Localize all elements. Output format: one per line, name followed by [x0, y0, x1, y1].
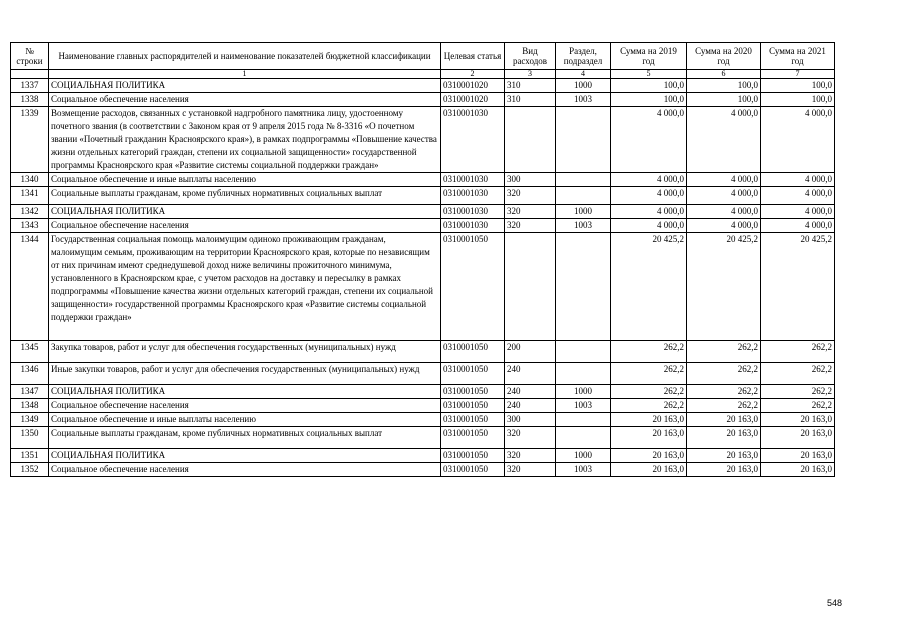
row-number: 1347: [11, 385, 49, 399]
row-sum-2020: 20 163,0: [687, 427, 761, 449]
row-name: СОЦИАЛЬНАЯ ПОЛИТИКА: [49, 79, 441, 93]
row-number: 1348: [11, 399, 49, 413]
row-sum-2021: 262,2: [761, 385, 835, 399]
row-sum-2019: 20 163,0: [611, 427, 687, 449]
table-row: [11, 107, 835, 173]
row-section: 1003: [556, 463, 611, 477]
row-section: [556, 413, 611, 427]
row-target-article: 0310001020: [441, 79, 505, 93]
row-target-article: 0310001050: [441, 363, 505, 385]
row-target-article: 0310001030: [441, 107, 505, 173]
row-name: Социальное обеспечение и иные выплаты населению: [49, 413, 441, 427]
row-sum-2021: 4 000,0: [761, 173, 835, 187]
column-number: 2: [441, 70, 505, 79]
row-expense-type: 300: [505, 173, 556, 187]
row-name: Закупка товаров, работ и услуг для обеспечения государственных (муниципальных) нужд: [49, 341, 441, 363]
header-row-number: № строки: [11, 43, 49, 70]
row-sum-2020: 100,0: [687, 93, 761, 107]
row-expense-type: 240: [505, 385, 556, 399]
row-expense-type: 320: [505, 187, 556, 205]
row-sum-2019: 4 000,0: [611, 173, 687, 187]
row-name: Социальное обеспечение населения: [49, 93, 441, 107]
row-number: 1352: [11, 463, 49, 477]
row-target-article: 0310001030: [441, 187, 505, 205]
row-target-article: 0310001050: [441, 385, 505, 399]
row-sum-2021: 20 425,2: [761, 233, 835, 341]
header-sum-2021: Сумма на 2021 год: [761, 43, 835, 70]
row-sum-2019: 262,2: [611, 399, 687, 413]
row-section: [556, 341, 611, 363]
row-sum-2020: 20 163,0: [687, 463, 761, 477]
table-row: [11, 463, 835, 477]
table-row: [11, 187, 835, 205]
row-section: 1000: [556, 205, 611, 219]
row-number: 1341: [11, 187, 49, 205]
table-row: [11, 385, 835, 399]
row-sum-2021: 20 163,0: [761, 449, 835, 463]
row-name: Социальное обеспечение населения: [49, 463, 441, 477]
row-sum-2021: 262,2: [761, 341, 835, 363]
table-header-row: [11, 43, 835, 70]
table-row: [11, 427, 835, 449]
row-number: 1346: [11, 363, 49, 385]
row-sum-2021: 4 000,0: [761, 219, 835, 233]
table-row: [11, 399, 835, 413]
row-sum-2020: 20 425,2: [687, 233, 761, 341]
header-target-article: Целевая статья: [441, 43, 505, 70]
row-sum-2019: 262,2: [611, 363, 687, 385]
row-section: [556, 173, 611, 187]
row-sum-2021: 20 163,0: [761, 463, 835, 477]
budget-table: [10, 42, 835, 477]
row-expense-type: 320: [505, 463, 556, 477]
row-expense-type: 320: [505, 219, 556, 233]
row-sum-2021: 262,2: [761, 399, 835, 413]
row-sum-2019: 4 000,0: [611, 205, 687, 219]
table-row: [11, 205, 835, 219]
row-sum-2019: 262,2: [611, 341, 687, 363]
table-row: [11, 363, 835, 385]
row-sum-2021: 4 000,0: [761, 107, 835, 173]
column-number: [11, 70, 49, 79]
column-number: 6: [687, 70, 761, 79]
row-sum-2020: 262,2: [687, 385, 761, 399]
row-sum-2020: 4 000,0: [687, 187, 761, 205]
row-sum-2021: 20 163,0: [761, 413, 835, 427]
row-number: 1350: [11, 427, 49, 449]
table-row: [11, 93, 835, 107]
row-sum-2019: 100,0: [611, 93, 687, 107]
row-number: 1343: [11, 219, 49, 233]
header-name: Наименование главных распорядителей и наименование показателей бюджетной классификации: [49, 43, 441, 70]
row-section: 1000: [556, 449, 611, 463]
row-sum-2020: 4 000,0: [687, 219, 761, 233]
row-name: Социальное обеспечение населения: [49, 219, 441, 233]
row-section: [556, 427, 611, 449]
column-number: 4: [556, 70, 611, 79]
row-sum-2020: 20 163,0: [687, 449, 761, 463]
row-section: [556, 187, 611, 205]
row-target-article: 0310001030: [441, 173, 505, 187]
row-sum-2019: 20 163,0: [611, 413, 687, 427]
row-sum-2020: 4 000,0: [687, 107, 761, 173]
row-sum-2021: 4 000,0: [761, 205, 835, 219]
header-sum-2020: Сумма на 2020 год: [687, 43, 761, 70]
row-section: [556, 233, 611, 341]
row-sum-2020: 262,2: [687, 363, 761, 385]
row-sum-2021: 20 163,0: [761, 427, 835, 449]
row-expense-type: 240: [505, 399, 556, 413]
table-row: [11, 233, 835, 341]
row-number: 1342: [11, 205, 49, 219]
row-number: 1337: [11, 79, 49, 93]
row-name: Государственная социальная помощь малоимущим одиноко проживающим гражданам, малоимущим семьям, проживающим на территории Красноярского края, которые по независящим от них причинам имеют среднедушевой доход ниже величины прожиточного минимума, установленного в Красноярском крае, с учетом расходов на доставку и пересылку в рамках подпрограммы «Повышение качества жизни отдельных категорий граждан, степени их социальной защищенности» государственной программы Красноярского края «Развитие системы социальной поддержки граждан»: [49, 233, 441, 341]
row-name: Социальное обеспечение населения: [49, 399, 441, 413]
row-expense-type: 320: [505, 205, 556, 219]
row-target-article: 0310001050: [441, 463, 505, 477]
row-sum-2019: 20 425,2: [611, 233, 687, 341]
row-name: СОЦИАЛЬНАЯ ПОЛИТИКА: [49, 385, 441, 399]
row-sum-2020: 100,0: [687, 79, 761, 93]
row-sum-2019: 20 163,0: [611, 449, 687, 463]
row-name: Социальные выплаты гражданам, кроме публичных нормативных социальных выплат: [49, 187, 441, 205]
row-number: 1351: [11, 449, 49, 463]
column-number: 1: [49, 70, 441, 79]
row-target-article: 0310001050: [441, 399, 505, 413]
row-number: 1338: [11, 93, 49, 107]
table-row: [11, 341, 835, 363]
header-section: Раздел, подраздел: [556, 43, 611, 70]
row-sum-2019: 4 000,0: [611, 107, 687, 173]
row-section: 1003: [556, 93, 611, 107]
column-number: 7: [761, 70, 835, 79]
row-sum-2019: 20 163,0: [611, 463, 687, 477]
row-name: СОЦИАЛЬНАЯ ПОЛИТИКА: [49, 205, 441, 219]
row-section: [556, 107, 611, 173]
row-section: [556, 363, 611, 385]
row-section: 1000: [556, 79, 611, 93]
row-sum-2020: 4 000,0: [687, 205, 761, 219]
row-section: 1003: [556, 399, 611, 413]
row-target-article: 0310001050: [441, 449, 505, 463]
row-name: Социальное обеспечение и иные выплаты населению: [49, 173, 441, 187]
row-number: 1340: [11, 173, 49, 187]
row-name: Возмещение расходов, связанных с установкой надгробного памятника лицу, удостоенному почетного звания (в соответствии с Законом края от 9 апреля 2015 года № 8-3316 «О почетном звании «Почетный гражданин Красноярского края»), в рамках подпрограммы «Повышение качества жизни отдельных категорий граждан, степени их социальной защищенности» государственной программы Красноярского края «Развитие системы социальной поддержки граждан»: [49, 107, 441, 173]
row-name: Иные закупки товаров, работ и услуг для обеспечения государственных (муниципальных) нужд: [49, 363, 441, 385]
row-expense-type: [505, 233, 556, 341]
row-number: 1339: [11, 107, 49, 173]
row-expense-type: 310: [505, 93, 556, 107]
row-target-article: 0310001050: [441, 413, 505, 427]
row-name: СОЦИАЛЬНАЯ ПОЛИТИКА: [49, 449, 441, 463]
row-expense-type: 320: [505, 449, 556, 463]
table-row: [11, 219, 835, 233]
row-sum-2021: 100,0: [761, 93, 835, 107]
row-target-article: 0310001030: [441, 219, 505, 233]
row-number: 1349: [11, 413, 49, 427]
row-sum-2019: 4 000,0: [611, 219, 687, 233]
column-number: 5: [611, 70, 687, 79]
row-sum-2020: 20 163,0: [687, 413, 761, 427]
row-target-article: 0310001050: [441, 427, 505, 449]
row-sum-2021: 262,2: [761, 363, 835, 385]
table-row: [11, 449, 835, 463]
row-target-article: 0310001030: [441, 205, 505, 219]
row-sum-2020: 262,2: [687, 341, 761, 363]
row-sum-2021: 4 000,0: [761, 187, 835, 205]
row-sum-2020: 262,2: [687, 399, 761, 413]
row-expense-type: 300: [505, 413, 556, 427]
row-expense-type: [505, 107, 556, 173]
row-target-article: 0310001050: [441, 341, 505, 363]
table-row: [11, 79, 835, 93]
header-sum-2019: Сумма на 2019 год: [611, 43, 687, 70]
row-expense-type: 240: [505, 363, 556, 385]
row-target-article: 0310001050: [441, 233, 505, 341]
row-expense-type: 200: [505, 341, 556, 363]
row-target-article: 0310001020: [441, 93, 505, 107]
row-sum-2019: 4 000,0: [611, 187, 687, 205]
row-name: Социальные выплаты гражданам, кроме публичных нормативных социальных выплат: [49, 427, 441, 449]
row-section: 1003: [556, 219, 611, 233]
header-expense-type: Вид расходов: [505, 43, 556, 70]
column-number: 3: [505, 70, 556, 79]
row-expense-type: 310: [505, 79, 556, 93]
row-sum-2021: 100,0: [761, 79, 835, 93]
row-sum-2019: 262,2: [611, 385, 687, 399]
row-expense-type: 320: [505, 427, 556, 449]
table-row: [11, 413, 835, 427]
page-number: 548: [827, 598, 843, 608]
row-number: 1344: [11, 233, 49, 341]
row-sum-2020: 4 000,0: [687, 173, 761, 187]
row-section: 1000: [556, 385, 611, 399]
row-sum-2019: 100,0: [611, 79, 687, 93]
row-number: 1345: [11, 341, 49, 363]
table-row: [11, 173, 835, 187]
column-numbers-row: [11, 70, 835, 79]
